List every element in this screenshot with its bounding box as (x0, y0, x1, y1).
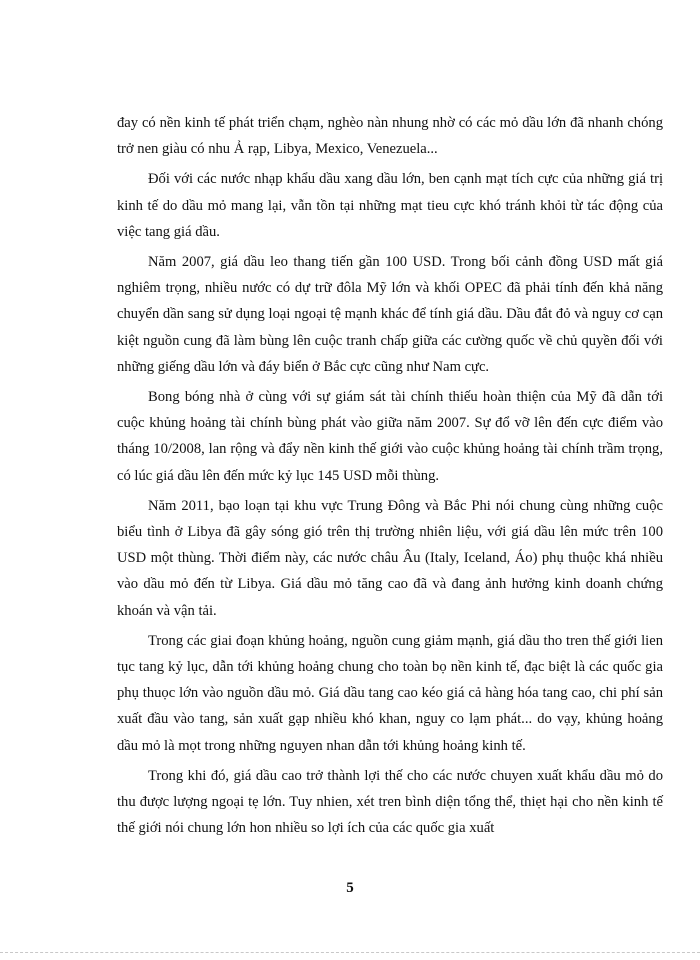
paragraph-2011: Năm 2011, bạo loạn tại khu vực Trung Đông và Bắc Phi nói chung cùng những cuộc biểu tình ở Libya đã gây sóng gió trên thị trường nhiên liệu, với giá dầu lên mức trên 100 USD một thùng. Thời điểm này, các nước châu Âu (Italy, Iceland, Áo) phụ thuộc khá nhiều vào dầu mỏ đến từ Libya. Giá dầu mỏ tăng cao đã và đang ảnh hưởng kinh doanh chứng khoán và vận tải. (117, 497, 663, 619)
paragraph-importing-countries: Đối với các nước nhạp khẩu dầu xang dầu lớn, ben cạnh mạt tích cực của những giá trị kinh tế do dầu mỏ mang lại, vẫn tồn tại những mạt tieu cực khó tránh khỏi từ tác động của việc tang giá dầu. (117, 171, 663, 240)
paragraph-crisis-periods: Trong các giai đoạn khủng hoảng, nguồn cung giảm mạnh, giá dầu tho tren thế giới lien tục tang kỷ lục, dẫn tới khủng hoảng chung cho toàn bọ nền kinh tế, đạc biệt là các quốc gia phụ thuọc lớn vào nguồn dầu mỏ. Giá dầu tang cao kéo giá cả hàng hóa tang cao, chi phí sản xuất đầu vào tang, sản xuất gạp nhiều khó khan, nguy co lạm phát... do vạy, khủng hoảng dầu mỏ là mọt trong những nguyen nhan dẫn tới khủng hoảng kinh tế. (117, 632, 663, 754)
paragraph-2007: Năm 2007, giá dầu leo thang tiến gần 100 USD. Trong bối cảnh đồng USD mất giá nghiêm trọng, nhiều nước có dự trữ đôla Mỹ lớn và khối OPEC đã phải tính đến khả năng chuyển dần sang sử dụng loại ngoại tệ mạnh khác để tính giá dầu. Dầu đắt đỏ và nguy cơ cạn kiệt nguồn cung đã làm bùng lên cuộc tranh chấp giữa các cường quốc về chủ quyền đối với những giếng dầu lớn và đáy biển ở Bắc cực cũng như Nam cực. (117, 254, 663, 375)
body-text (117, 110, 663, 845)
paragraph-exporters: Trong khi đó, giá dầu cao trở thành lợi thế cho các nước chuyen xuất khẩu dầu mỏ do thu được lượng ngoại tẹ lớn. Tuy nhien, xét tren bình diện tổng thể, thiẹt hại cho nền kinh tế thế giới nói chung lớn hon nhiều so lợi ích của các quốc gia xuất (117, 767, 663, 837)
paragraph-financial-crisis: Bong bóng nhà ở cùng với sự giám sát tài chính thiếu hoàn thiện của Mỹ đã dẫn tới cuộc khủng hoảng tài chính bùng phát vào giữa năm 2007. Sự đổ vỡ lên đến cực điểm vào tháng 10/2008, lan rộng và đẩy nền kinh thế giới vào cuộc khủng hoảng tài chính trầm trọng, có lúc giá dầu lên đến mức kỷ lục 145 USD mỗi thùng. (117, 389, 663, 484)
page-bottom-divider (0, 952, 700, 953)
paragraph-continuation: đay có nền kinh tế phát triển chạm, nghèo nàn nhung nhờ có các mỏ dầu lớn đã nhanh chóng trở nen giàu có nhu Ả rạp, Libya, Mexico, Venezuela... (117, 115, 663, 158)
page-number: 5 (346, 880, 354, 896)
